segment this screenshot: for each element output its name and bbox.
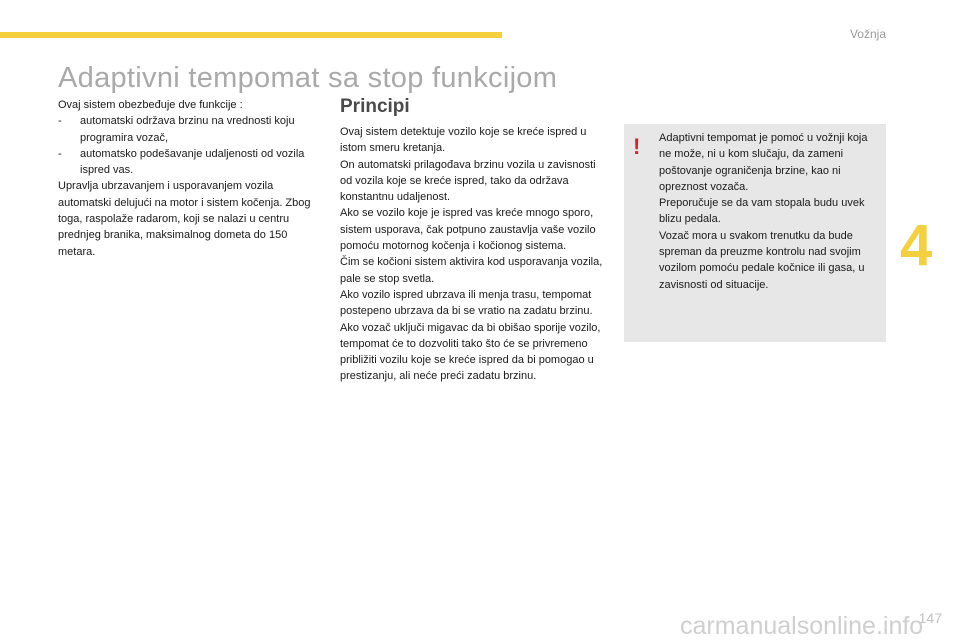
warning-box	[624, 124, 886, 342]
intro-text: Ovaj sistem obezbeđuje dve funkcije :	[58, 99, 243, 111]
warning-line: Preporučuje se da vam stopala budu uvek blizu pedala.	[659, 197, 865, 226]
bullet-text: automatski održava brzinu na vrednosti koju programira vozač,	[80, 115, 295, 144]
warning-text	[659, 130, 881, 293]
principles-heading: Principi	[340, 96, 410, 117]
section-label: Vožnja	[849, 27, 886, 41]
principles-column	[340, 124, 608, 385]
intro-column	[58, 97, 320, 260]
list-item	[58, 113, 320, 146]
principles-line: Čim se kočioni sistem aktivira kod usporavanja vozila, pale se stop svetla.	[340, 256, 603, 285]
warning-line: Vozač mora u svakom trenutku da bude spreman da preuzme kontrolu nad svojim vozilom pomoću pedale kočnice ili gasa, u zavisnosti od situacije.	[659, 229, 865, 291]
page-title: Adaptivni tempomat sa stop funkcijom	[58, 62, 558, 94]
watermark-text: carmanualsonline.info	[680, 612, 924, 640]
page-number: 147	[918, 610, 942, 626]
principles-line: Ako vozilo ispred ubrzava ili menja trasu, tempomat postepeno ubrzava da bi se vratio na zadatu brzinu.	[340, 288, 593, 318]
list-item	[58, 146, 320, 179]
chapter-number: 4	[900, 213, 933, 278]
principles-line: Ako vozač uključi migavac da bi obišao sporije vozilo, tempomat će to dozvoliti tako što će se privremeno približiti vozilu koje se kreće ispred da bi pomogao u prestizanju, ali neće preći zadatu brzinu.	[340, 321, 601, 383]
description-paragraph: Upravlja ubrzavanjem i usporavanjem vozila automatski delujući na motor i sistem kočenja. Zbog toga, raspolaže radarom, koji se nalazi u centru prednjeg branika, maksimalnog dometa do 150 metara.	[58, 180, 311, 258]
principles-line: On automatski prilagođava brzinu vozila u zavisnosti od vozila koje se kreće ispred, tako da održava konstantnu udaljenost.	[340, 158, 596, 204]
bullet-dash: -	[58, 147, 62, 160]
exclamation-icon: !	[633, 134, 641, 159]
principles-line: Ako se vozilo koje je ispred vas kreće mnogo sporo, sistem usporava, čak potpuno zaustavlja vaše vozilo pomoću motornog kočenja i kočionog sistema.	[340, 207, 596, 253]
warning-line: Adaptivni tempomat je pomoć u vožnji koja ne može, ni u kom slučaju, da zameni poštovanje ograničenja brzine, kao ni opreznost vozača.	[659, 132, 868, 193]
principles-line: Ovaj sistem detektuje vozilo koje se kreće ispred u istom smeru kretanja.	[340, 126, 587, 155]
top-accent-bar	[0, 32, 502, 38]
bullet-dash: -	[58, 115, 62, 128]
bullet-text: automatsko podešavanje udaljenosti od vozila ispred vas.	[80, 147, 305, 177]
